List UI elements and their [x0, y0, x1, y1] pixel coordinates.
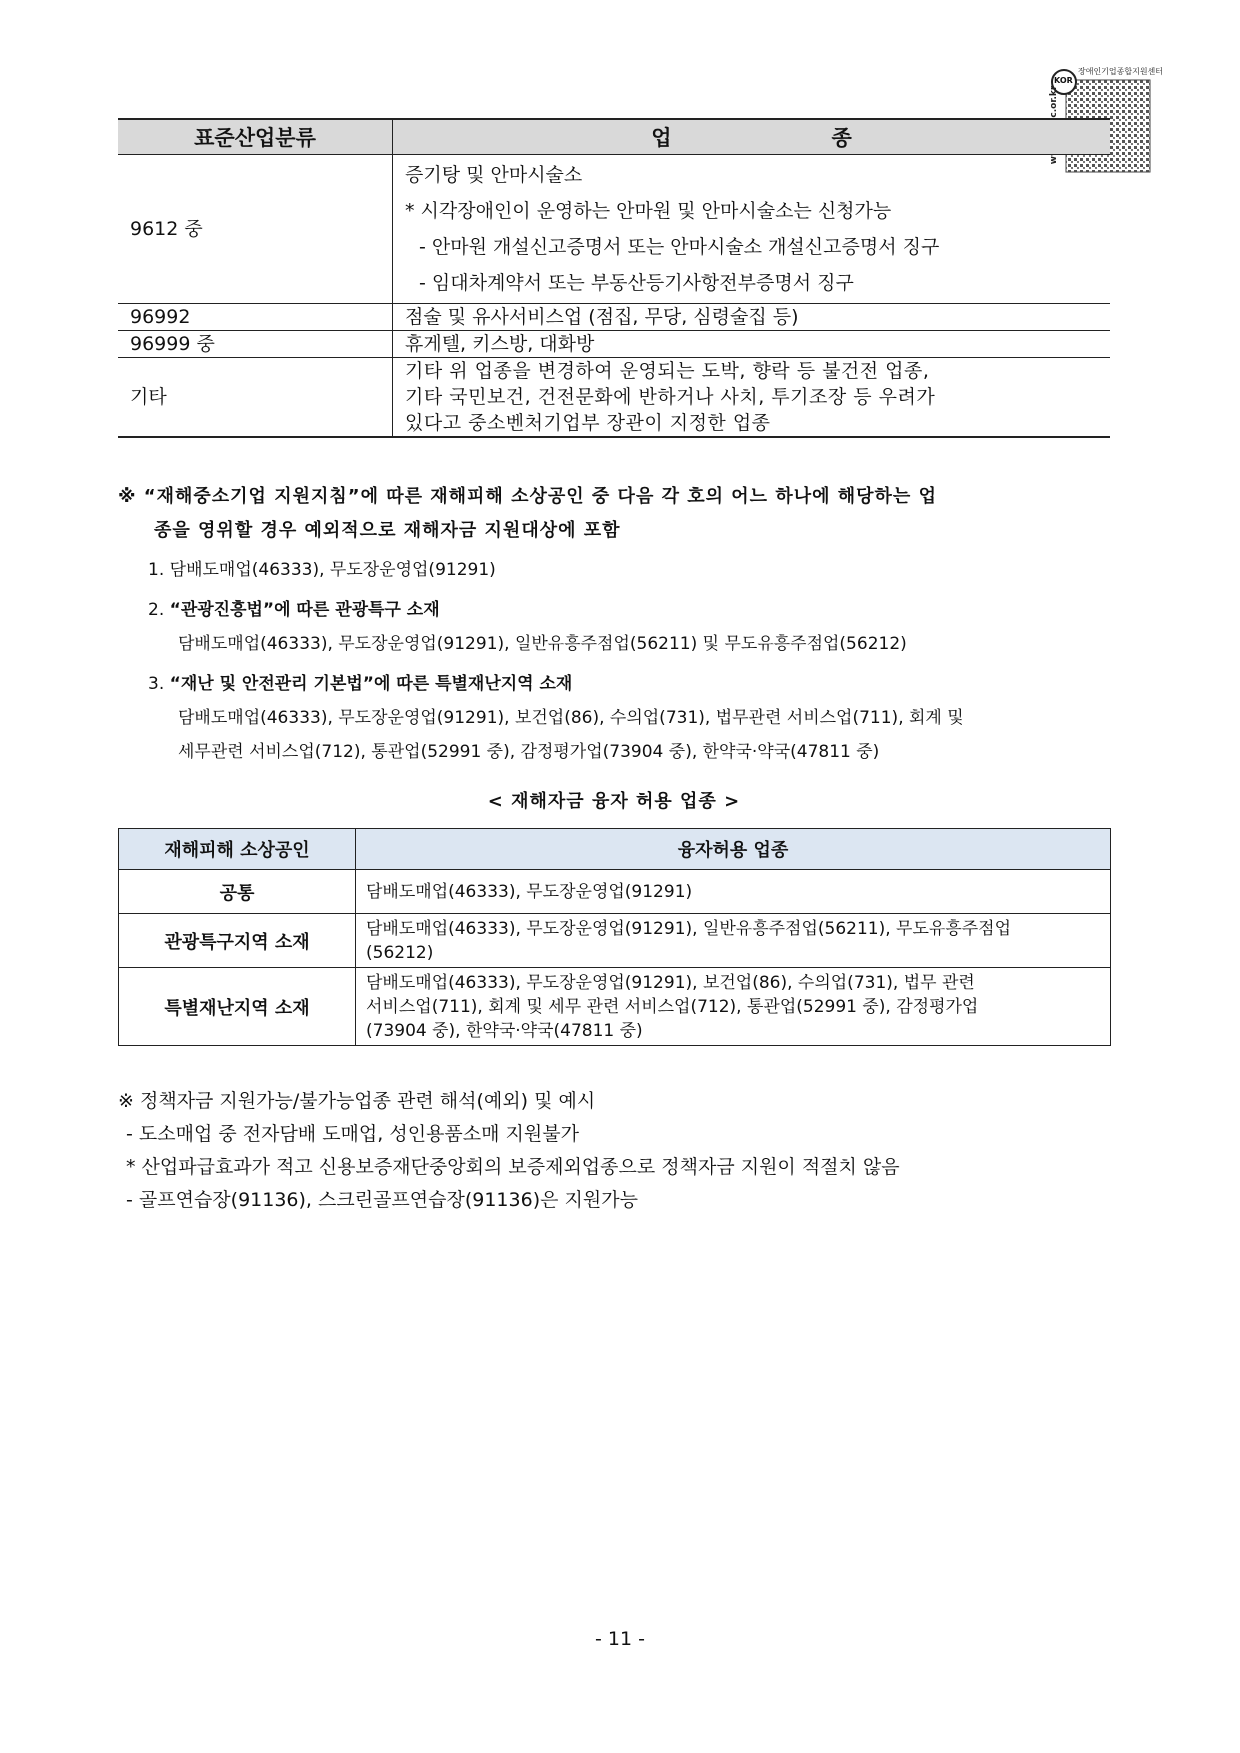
row-value: 담배도매업(46333), 무도장운영업(91291), 보건업(86), 수의업(731), 법무 관련 서비스업(711), 회계 및 세무 관련 서비스업(712), 통관업(52991 중), 감정평가업 (73904 중), 한약국·약국(47811 중)	[356, 968, 1111, 1046]
industry-description: 기타 위 업종을 변경하여 운영되는 도박, 향락 등 불건전 업종, 기타 국민보건, 건전문화에 반하거나 사치, 투기조장 등 우려가 있다고 중소벤처기업부 장관이 지정한 업종	[393, 358, 1111, 438]
table-row	[118, 155, 1110, 304]
list-item: 3. “재난 및 안전관리 기본법”에 따른 특별재난지역 소재	[148, 674, 573, 694]
row-label: 관광특구지역 소재	[119, 914, 356, 968]
table-row	[118, 358, 1110, 438]
table-row	[119, 914, 1111, 968]
list-item-detail: 담배도매업(46333), 무도장운영업(91291), 보건업(86), 수의업(731), 법무관련 서비스업(711), 회계 및	[178, 708, 964, 728]
list-item-detail: 세무관련 서비스업(712), 통관업(52991 중), 감정평가업(73904 중), 한약국·약국(47811 중)	[178, 742, 880, 762]
table-row	[119, 870, 1111, 914]
loan-allowed-table	[118, 828, 1111, 1046]
row-label: 공통	[119, 870, 356, 914]
industry-description: 휴게텔, 키스방, 대화방	[393, 331, 1111, 358]
row-label: 특별재난지역 소재	[119, 968, 356, 1046]
restricted-industry-table	[118, 118, 1110, 438]
table-header-row	[119, 829, 1111, 870]
exception-list	[148, 553, 1113, 769]
list-item: 2. “관광진흥법”에 따른 관광특구 소재	[148, 600, 440, 620]
row-value: 담배도매업(46333), 무도장운영업(91291), 일반유흥주점업(56211), 무도유흥주점업 (56212)	[356, 914, 1111, 968]
column-header-allowed: 융자허용 업종	[356, 829, 1111, 870]
table-row	[119, 968, 1111, 1046]
industry-code: 96999 중	[118, 331, 393, 358]
industry-code: 96992	[118, 304, 393, 331]
list-item-detail: 담배도매업(46333), 무도장운영업(91291), 일반유흥주점업(56211) 및 무도유흥주점업(56212)	[178, 634, 907, 654]
table-row	[118, 304, 1110, 331]
column-header-industry: 업 종	[393, 119, 1111, 155]
industry-code: 기타	[118, 358, 393, 438]
loan-table-title: < 재해자금 융자 허용 업종 >	[487, 791, 741, 812]
industry-code: 9612 중	[118, 155, 393, 304]
list-item: 1. 담배도매업(46333), 무도장운영업(91291)	[148, 560, 496, 580]
table-row	[118, 331, 1110, 358]
logo-badge: KOR	[1054, 76, 1073, 85]
row-value: 담배도매업(46333), 무도장운영업(91291)	[356, 870, 1111, 914]
page-number: - 11 -	[595, 1628, 645, 1650]
disaster-exception-note: ※ “재해중소기업 지원지침”에 따른 재해피해 소상공인 중 다음 각 호의 어느 하나에 해당하는 업 종을 영위할 경우 예외적으로 재해자금 지원대상에 포함	[118, 486, 937, 541]
policy-fund-note: ※ 정책자금 지원가능/불가능업종 관련 해석(예외) 및 예시 - 도소매업 중 전자담배 도매업, 성인용품소매 지원불가 * 산업파급효과가 적고 신용보증재단중앙회의 보증제외업종으로 정책자금 지원이 적절치 않음 - 골프연습장(91136), 스크린골프연습장(91136)은 지원가능	[118, 1090, 900, 1211]
logo-org-text: 장애인기업종합지원센터	[1078, 67, 1164, 76]
industry-description: 점술 및 유사서비스업 (점집, 무당, 심령술집 등)	[393, 304, 1111, 331]
column-header-applicant: 재해피해 소상공인	[119, 829, 356, 870]
table-header-row	[118, 119, 1110, 155]
column-header-classification: 표준산업분류	[118, 119, 393, 155]
industry-description: 증기탕 및 안마시술소 * 시각장애인이 운영하는 안마원 및 안마시술소는 신청가능 - 안마원 개설신고증명서 또는 안마시술소 개설신고증명서 징구 - 임대차계약서 또는 부동산등기사항전부증명서 징구	[405, 164, 940, 294]
